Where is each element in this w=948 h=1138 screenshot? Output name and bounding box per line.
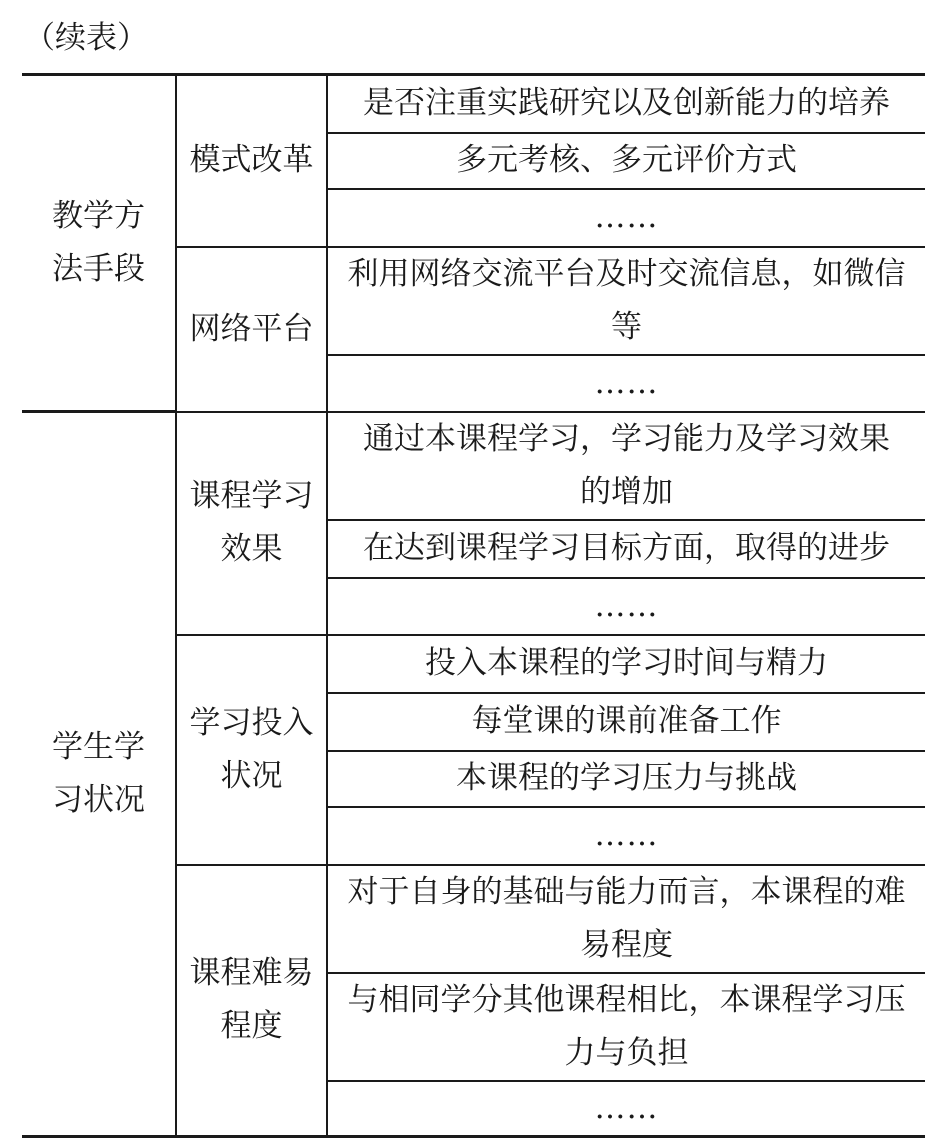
table-cell: 多元考核、多元评价方式 [327,133,925,189]
table-cell: 是否注重实践研究以及创新能力的培养 [327,75,925,133]
table-cell: 投入本课程的学习时间与精力 [327,635,925,693]
ellipsis-cell: …… [327,807,925,865]
evaluation-table [22,73,925,1138]
ellipsis-cell: …… [327,355,925,412]
ellipsis-cell: …… [327,1081,925,1137]
table-cell: 本课程的学习压力与挑战 [327,751,925,807]
category-student-learning: 学生学习状况 [22,412,176,1137]
subcategory-course-effect: 课程学习效果 [176,412,327,635]
subcategory-online-platform: 网络平台 [176,247,327,412]
table-cell: 每堂课的课前准备工作 [327,693,925,751]
subcategory-mode-reform: 模式改革 [176,75,327,247]
table-cell: 对于自身的基础与能力而言，本课程的难易程度 [327,865,925,973]
table-cell: 与相同学分其他课程相比，本课程学习压力与负担 [327,973,925,1081]
ellipsis-cell: …… [327,189,925,247]
category-teaching-methods: 教学方法手段 [22,75,176,412]
table-caption: （续表） [24,20,148,56]
table-cell: 在达到课程学习目标方面，取得的进步 [327,520,925,578]
table-cell: 利用网络交流平台及时交流信息，如微信等 [327,247,925,355]
table-cell: 通过本课程学习，学习能力及学习效果的增加 [327,412,925,520]
ellipsis-cell: …… [327,578,925,635]
subcategory-learning-investment: 学习投入状况 [176,635,327,865]
subcategory-course-difficulty: 课程难易程度 [176,865,327,1137]
